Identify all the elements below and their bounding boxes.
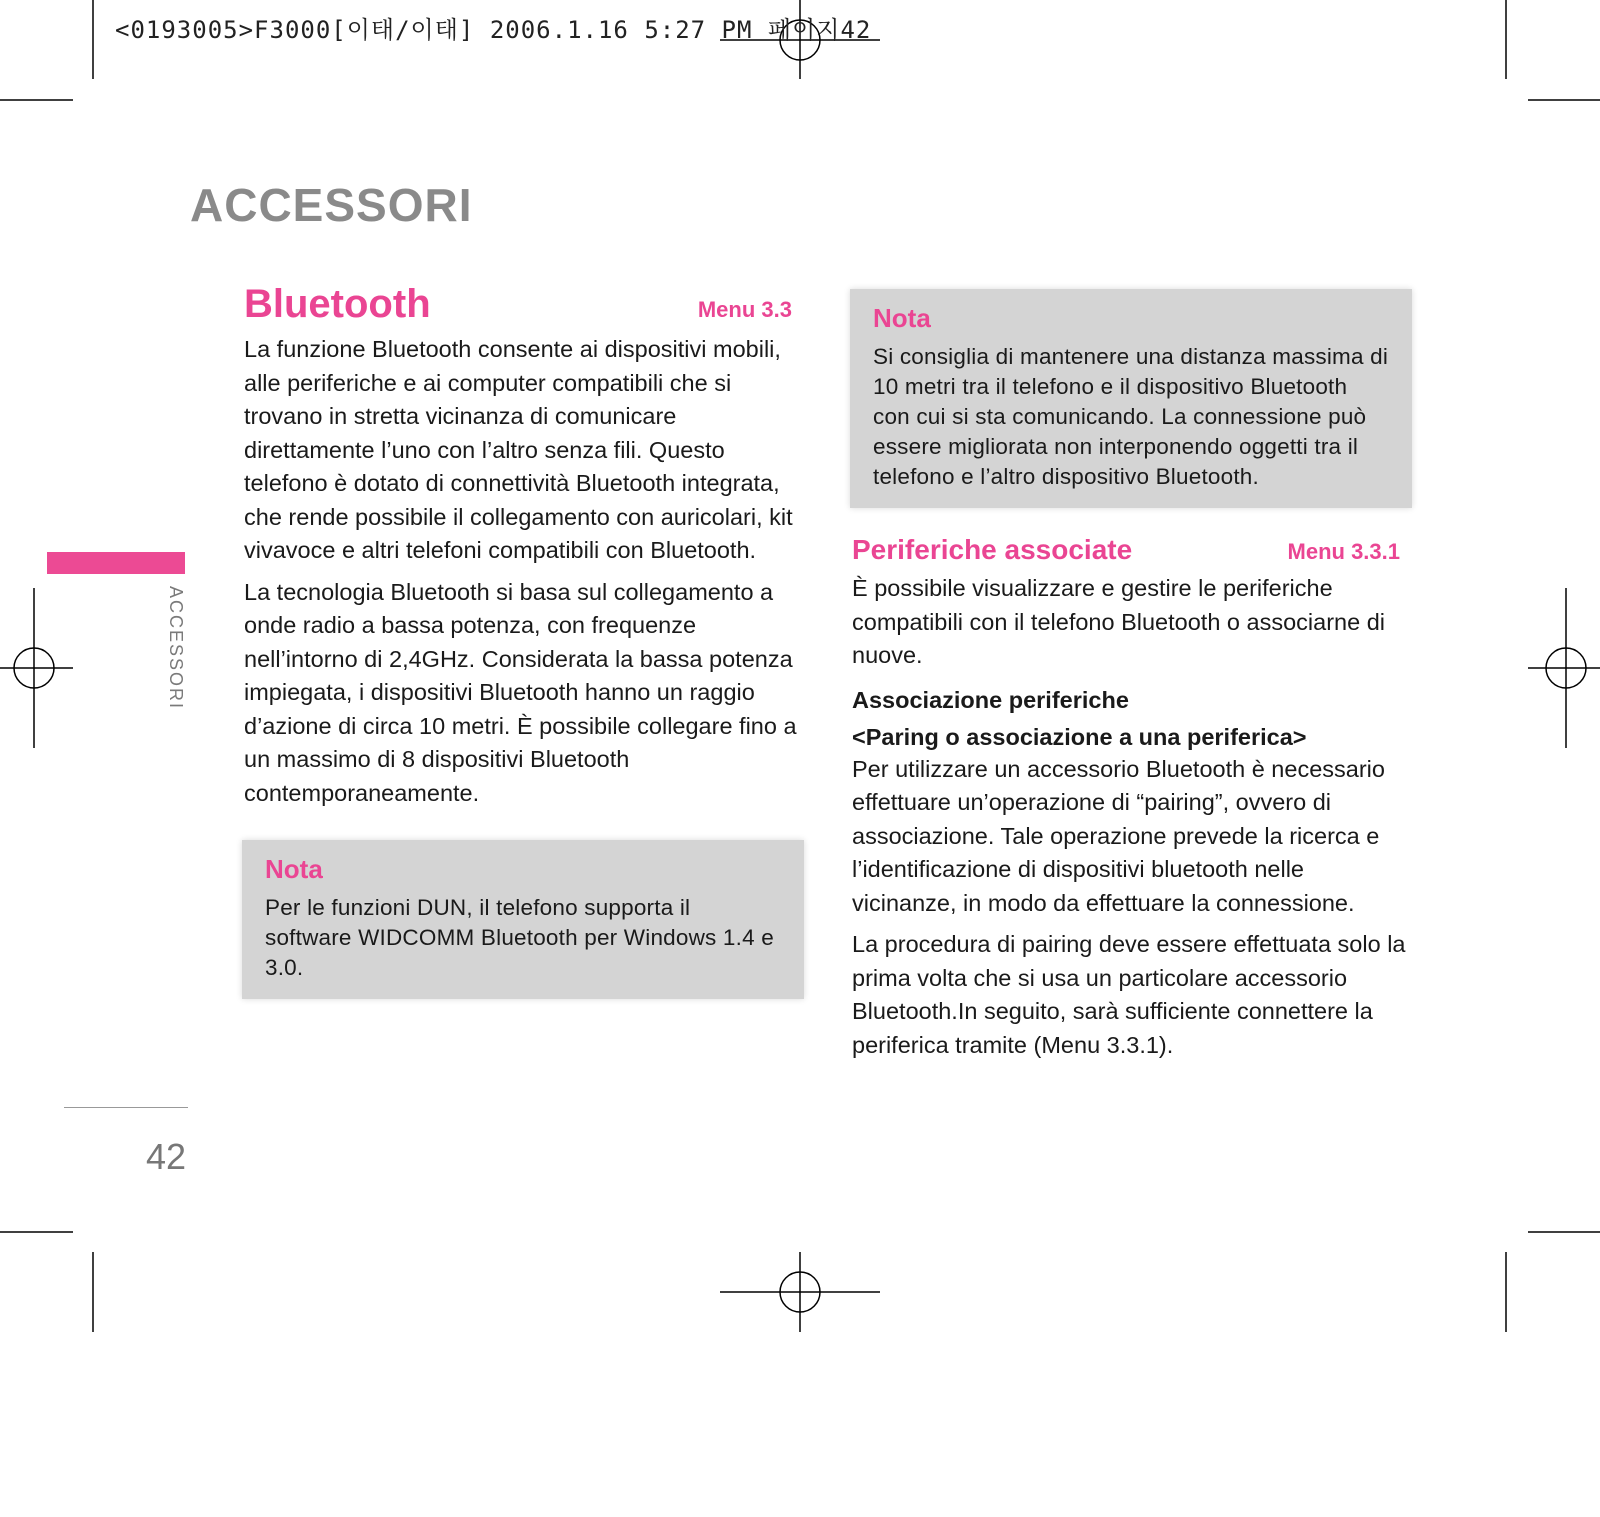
periferiche-heading: Periferiche associate [852, 534, 1133, 565]
note-text: Si consiglia di mantenere una distanza massima di 10 metri tra il telefono e il dispositivo Bluetooth con cui si sta comunicando. La connessione può essere migliorata non interponendo oggetti tra il telefono e l’altro dispositivo Bluetooth. [873, 344, 1389, 489]
periferiche-menu-ref: Menu 3.3.1 [1287, 539, 1400, 564]
note-text: Per le funzioni DUN, il telefono supporta il software WIDCOMM Bluetooth per Windows 1.4 e 3.0. [265, 895, 774, 980]
bluetooth-heading: Bluetooth [244, 282, 431, 326]
periferiche-heading-row [852, 534, 1412, 566]
pairing-paragraph-2: La procedura di pairing deve essere effettuata solo la prima volta che si usa un particolare accessorio Bluetooth.In seguito, sarà sufficiente connettere la periferica tramite (Menu 3.3.1). [852, 931, 1406, 1058]
note-box-dun [242, 840, 804, 999]
bluetooth-menu-ref: Menu 3.3 [697, 297, 792, 322]
section-title: ACCESSORI [190, 179, 473, 231]
bluetooth-paragraph-1: La funzione Bluetooth consente ai dispositivi mobili, alle periferiche e ai computer compatibili che si trovano in stretta vicinanza di comunicare direttamente l’uno con l’altro senza fili. Questo telefono è dotato di connettività Bluetooth integrata, che rende possibile il collegamento con auricolari, kit vivavoce e altri telefoni compatibili con Bluetooth. [244, 336, 793, 563]
bluetooth-heading-row [244, 282, 804, 327]
print-header: <0193005>F3000[이태/이태] 2006.1.16 5:27 PM 페이지42 [115, 16, 872, 44]
note-title: Nota [265, 854, 323, 884]
bluetooth-paragraph-2: La tecnologia Bluetooth si basa sul collegamento a onde radio a bassa potenza, con frequenze nell’intorno di 2,4GHz. Considerata la bassa potenza impiegata, i dispositivi Bluetooth hanno un raggio d’azione di circa 10 metri. È possibile collegare fino a un massimo di 8 dispositivi Bluetooth contemporaneamente. [244, 578, 797, 806]
pairing-subheading: <Paring o associazione a una periferica> [852, 723, 1307, 750]
note-title: Nota [873, 303, 931, 333]
side-tab-bar [47, 552, 185, 574]
right-column [852, 289, 1412, 1062]
associazione-subheading: Associazione periferiche [852, 686, 1129, 713]
left-column [244, 282, 804, 999]
pairing-paragraph-1: Per utilizzare un accessorio Bluetooth è necessario effettuare un’operazione di “pairing”, ovvero di associazione. Tale operazione prevede la ricerca e l’identificazione di dispositivi bluetooth nelle vicinanze, in modo da effettuare la connessione. [852, 755, 1385, 916]
page-number: 42 [146, 1136, 187, 1177]
periferiche-intro: È possibile visualizzare e gestire le periferiche compatibili con il telefono Bluetooth o associarne di nuove. [852, 575, 1385, 668]
page-number-rule [64, 1107, 188, 1108]
side-tab-label: ACCESSORI [166, 586, 186, 711]
note-box-distance [850, 289, 1412, 508]
